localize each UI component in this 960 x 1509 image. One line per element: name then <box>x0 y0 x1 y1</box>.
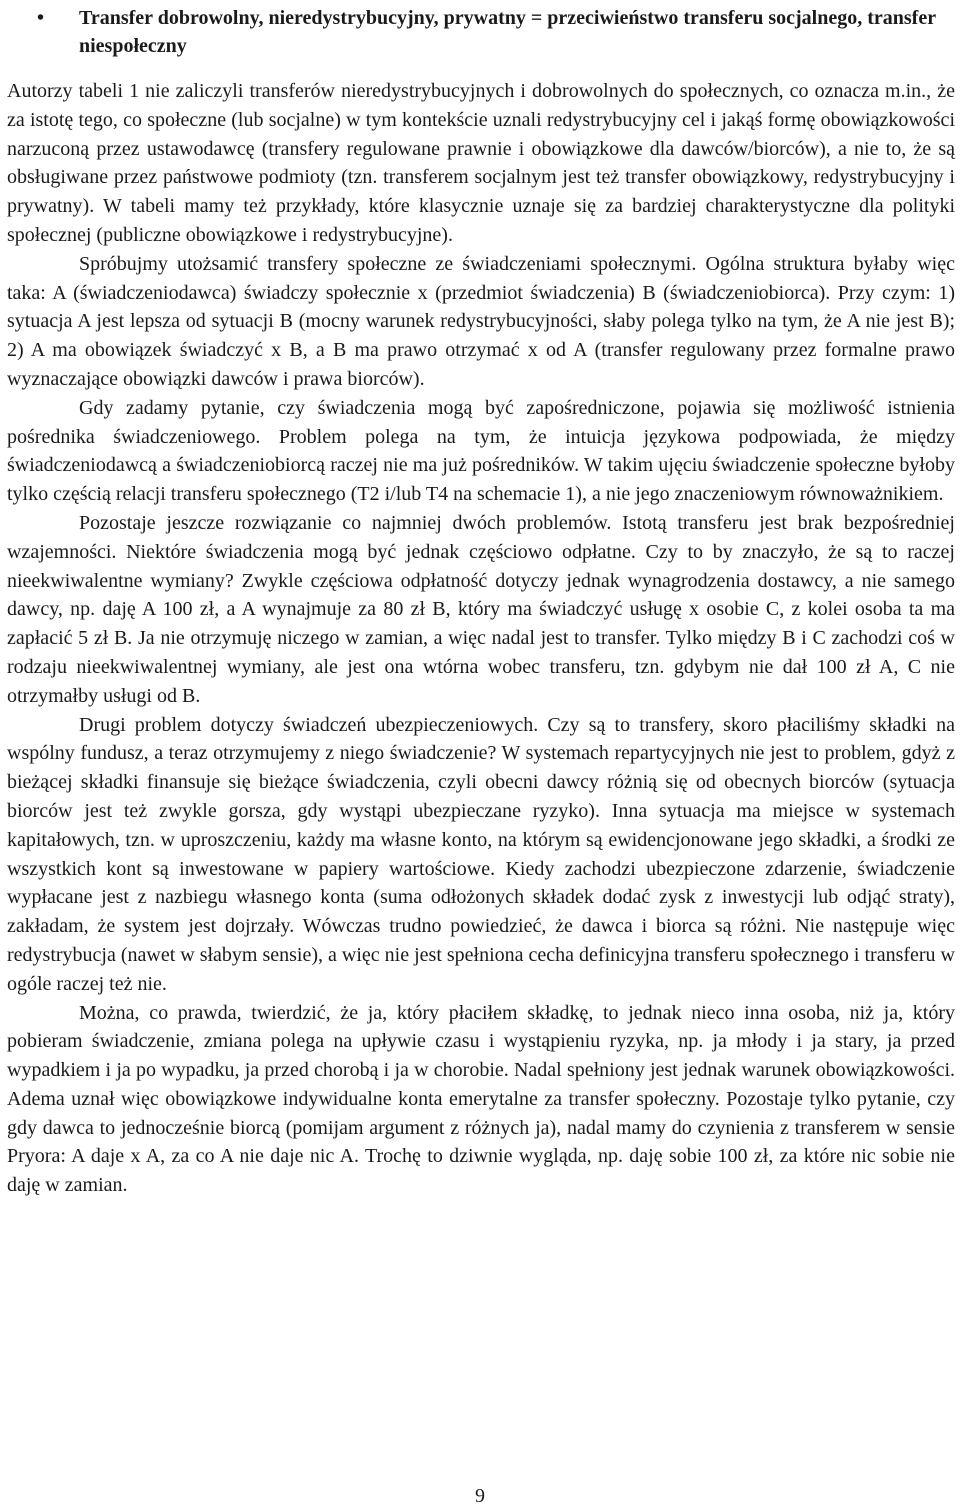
paragraph-3: Gdy zadamy pytanie, czy świadczenia mogą być zapośredniczone, pojawia się możliwość istnienia pośrednika świadczeniowego. Problem polega na tym, że intuicja językowa podpowiada, że między świadczeniodawcą a świadczeniobiorcą raczej nie ma już pośredników. W takim ujęciu świadczenie społeczne byłoby tylko częścią relacji transferu społecznego (T2 i/lub T4 na schemacie 1), a nie jego znaczeniowym równoważnikiem. <box>7 396 955 506</box>
paragraph-1: Autorzy tabeli 1 nie zaliczyli transferów nieredystrybucyjnych i dobrowolnych do społecznych, co oznacza m.in., że za istotę tego, co społeczne (lub socjalne) w tym kontekście uznali redystrybucyjny cel i jakąś formę obowiązkowości narzuconą przez ustawodawcę (transfery regulowane prawnie i obowiązkowe dla dawców/biorców), a nie to, że są obsługiwane przez państwowe podmioty (tzn. transferem socjalnym jest też transfer obowiązkowy, redystrybucyjny i prywatny). W tabeli mamy też przykłady, które klasycznie uznaje się za bardziej charakterystyczne dla polityki społecznej (publiczne obowiązkowe i redystrybucyjne). <box>7 80 955 246</box>
document-page <box>7 4 955 1200</box>
paragraph-5: Drugi problem dotyczy świadczeń ubezpieczeniowych. Czy są to transfery, skoro płaciliśmy składki na wspólny fundusz, a teraz otrzymujemy z niego świadczenie? W systemach repartycyjnych nie jest to problem, gdyż z bieżącej składki finansuje się bieżące świadczenia, czyli obecni dawcy różnią się od obecnych biorców (sytuacja biorców jest też zwykle gorsza, gdy wystąpi ubezpieczane ryzyko). Inna sytuacja ma miejsce w systemach kapitałowych, tzn. w uproszczeniu, każdy ma własne konto, na którym są ewidencjonowane jego składki, a środki ze wszystkich kont są inwestowane w papiery wartościowe. Kiedy zachodzi ubezpieczone zdarzenie, świadczenie wypłacane jest z nazbiegu własnego konta (suma odłożonych składek dodać zysk z inwestycji lub odjąć straty), zakładam, że system jest dojrzały. Wówczas trudno powiedzieć, że dawca i biorca są różni. Nie następuje więc redystrybucja (nawet w słabym sensie), a więc nie jest spełniona cecha definicyjna transferu społecznego i transferu w ogóle raczej też nie. <box>7 713 955 995</box>
section-heading <box>7 4 955 60</box>
paragraph-6: Można, co prawda, twierdzić, że ja, który płaciłem składkę, to jednak nieco inna osoba, niż ja, który pobieram świadczenie, zmiana polega na upływie czasu i wystąpieniu ryzyka, np. ja młody i ja stary, ja przed wypadkiem i ja po wypadku, ja przed chorobą i ja w chorobie. Nadal spełniony jest jednak warunek obowiązkowości. Adema uznał więc obowiązkowe indywidualne konta emerytalne za transfer społeczny. Pozostaje tylko pytanie, czy gdy dawca to jednocześnie biorcą (pomijam argument z różnych ja), nadal mamy do czynienia z transferem w sensie Pryora: A daje x A, za co A nie daje nic A. Trochę to dziwnie wygląda, np. daję sobie 100 zł, za które nic sobie nie daję w zamian. <box>7 1001 955 1197</box>
paragraph-4: Pozostaje jeszcze rozwiązanie co najmniej dwóch problemów. Istotą transferu jest brak bezpośredniej wzajemności. Niektóre świadczenia mogą być jednak częściowo odpłatne. Czy to by znaczyło, że są to raczej nieekwiwalentne wymiany? Zwykle częściowa odpłatność dotyczy jednak wynagrodzenia dostawcy, a nie samego dawcy, np. daję A 100 zł, a A wynajmuje za 80 zł B, który ma świadczyć usługę x osobie C, z kolei osoba ta ma zapłacić 5 zł B. Ja nie otrzymuję niczego w zamian, a więc nadal jest to transfer. Tylko między B i C zachodzi coś w rodzaju nieekwiwalentnej wymiany, ale jest ona wtórna wobec transferu, tzn. gdybym nie dał 100 zł A, C nie otrzymałby usługi od B. <box>7 511 955 707</box>
section-heading-text: Transfer dobrowolny, nieredystrybucyjny, prywatny = przeciwieństwo transferu socjalnego, transfer niespołeczny <box>79 7 936 57</box>
paragraph-2: Spróbujmy utożsamić transfery społeczne ze świadczeniami społecznymi. Ogólna struktura byłaby więc taka: A (świadczeniodawca) świadczy społecznie x (przedmiot świadczenia) B (świadczeniobiorca). Przy czym: 1) sytuacja A jest lepsza od sytuacji B (mocny warunek redystrybucyjności, słaby polega tylko na tym, że A nie jest B); 2) A ma obowiązek świadczyć x B, a B ma prawo otrzymać x od A (transfer regulowany przez formalne prawo wyznaczające obowiązki dawców i prawa biorców). <box>7 252 955 390</box>
page-number: 9 <box>475 1485 485 1507</box>
bullet-icon: • <box>37 7 45 29</box>
